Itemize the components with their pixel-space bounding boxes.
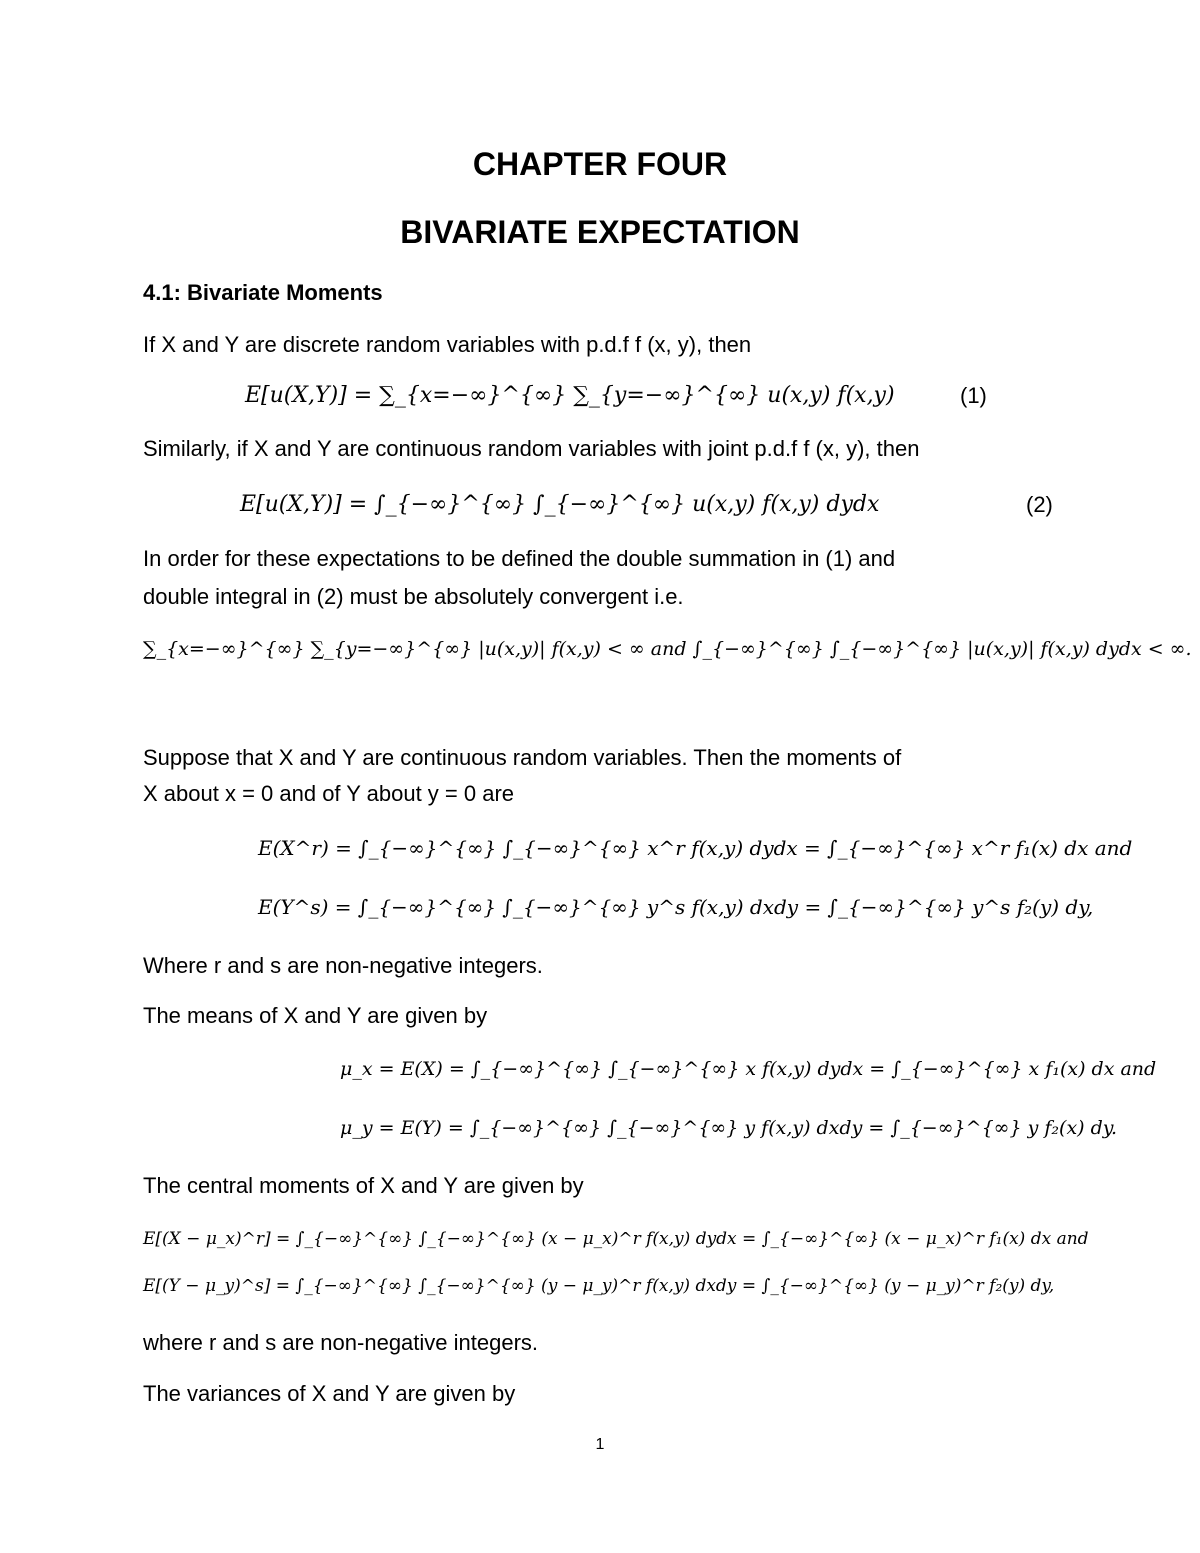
mean-x: μ_x = E(X) = ∫_{−∞}^{∞} ∫_{−∞}^{∞} x f(x,y) dydx = ∫_{−∞}^{∞} x f₁(x) dx and <box>340 1058 1157 1080</box>
equation-2: E[u(X,Y)] = ∫_{−∞}^{∞} ∫_{−∞}^{∞} u(x,y) f(x,y) dydx <box>240 492 880 517</box>
paragraph: Where r and s are non-negative integers. <box>143 953 543 978</box>
chapter-title: BIVARIATE EXPECTATION <box>400 214 800 250</box>
mean-y: μ_y = E(Y) = ∫_{−∞}^{∞} ∫_{−∞}^{∞} y f(x,y) dxdy = ∫_{−∞}^{∞} y f₂(x) dy. <box>340 1117 1118 1139</box>
paragraph: The means of X and Y are given by <box>143 1003 488 1028</box>
central-moment-y: E[(Y − μ_y)^s] = ∫_{−∞}^{∞} ∫_{−∞}^{∞} (y − μ_y)^r f(x,y) dxdy = ∫_{−∞}^{∞} (y − μ_y)^r f₂(y) dy, <box>143 1276 1055 1296</box>
equation-number: (2) <box>1026 492 1053 517</box>
equation-1: E[u(X,Y)] = ∑_{x=−∞}^{∞} ∑_{y=−∞}^{∞} u(x,y) f(x,y) <box>245 383 895 408</box>
moment-x: E(X^r) = ∫_{−∞}^{∞} ∫_{−∞}^{∞} x^r f(x,y) dydx = ∫_{−∞}^{∞} x^r f₁(x) dx and <box>258 836 1133 860</box>
paragraph: double integral in (2) must be absolutely convergent i.e. <box>143 584 684 609</box>
paragraph: In order for these expectations to be defined the double summation in (1) and <box>143 546 896 571</box>
page-number: 1 <box>595 1436 605 1453</box>
paragraph: The variances of X and Y are given by <box>143 1381 516 1406</box>
equation-number: (1) <box>960 383 987 408</box>
paragraph: The central moments of X and Y are given by <box>143 1173 584 1198</box>
section-heading: 4.1: Bivariate Moments <box>143 280 383 305</box>
paragraph: Similarly, if X and Y are continuous random variables with joint p.d.f f (x, y), then <box>143 436 920 461</box>
paragraph: Suppose that X and Y are continuous random variables. Then the moments of <box>143 745 902 770</box>
central-moment-x: E[(X − μ_x)^r] = ∫_{−∞}^{∞} ∫_{−∞}^{∞} (x − μ_x)^r f(x,y) dydx = ∫_{−∞}^{∞} (x − μ_x)^r f₁(x) dx and <box>143 1229 1089 1249</box>
convergence-condition: ∑_{x=−∞}^{∞} ∑_{y=−∞}^{∞} |u(x,y)| f(x,y) < ∞ and ∫_{−∞}^{∞} ∫_{−∞}^{∞} |u(x,y)| f(x,y) dydx < ∞. <box>143 638 1192 660</box>
paragraph: If X and Y are discrete random variables with p.d.f f (x, y), then <box>143 332 752 357</box>
paragraph: X about x = 0 and of Y about y = 0 are <box>143 781 515 806</box>
paragraph: where r and s are non-negative integers. <box>143 1330 539 1355</box>
chapter-heading: CHAPTER FOUR <box>472 146 728 182</box>
moment-y: E(Y^s) = ∫_{−∞}^{∞} ∫_{−∞}^{∞} y^s f(x,y) dxdy = ∫_{−∞}^{∞} y^s f₂(y) dy, <box>258 895 1094 919</box>
